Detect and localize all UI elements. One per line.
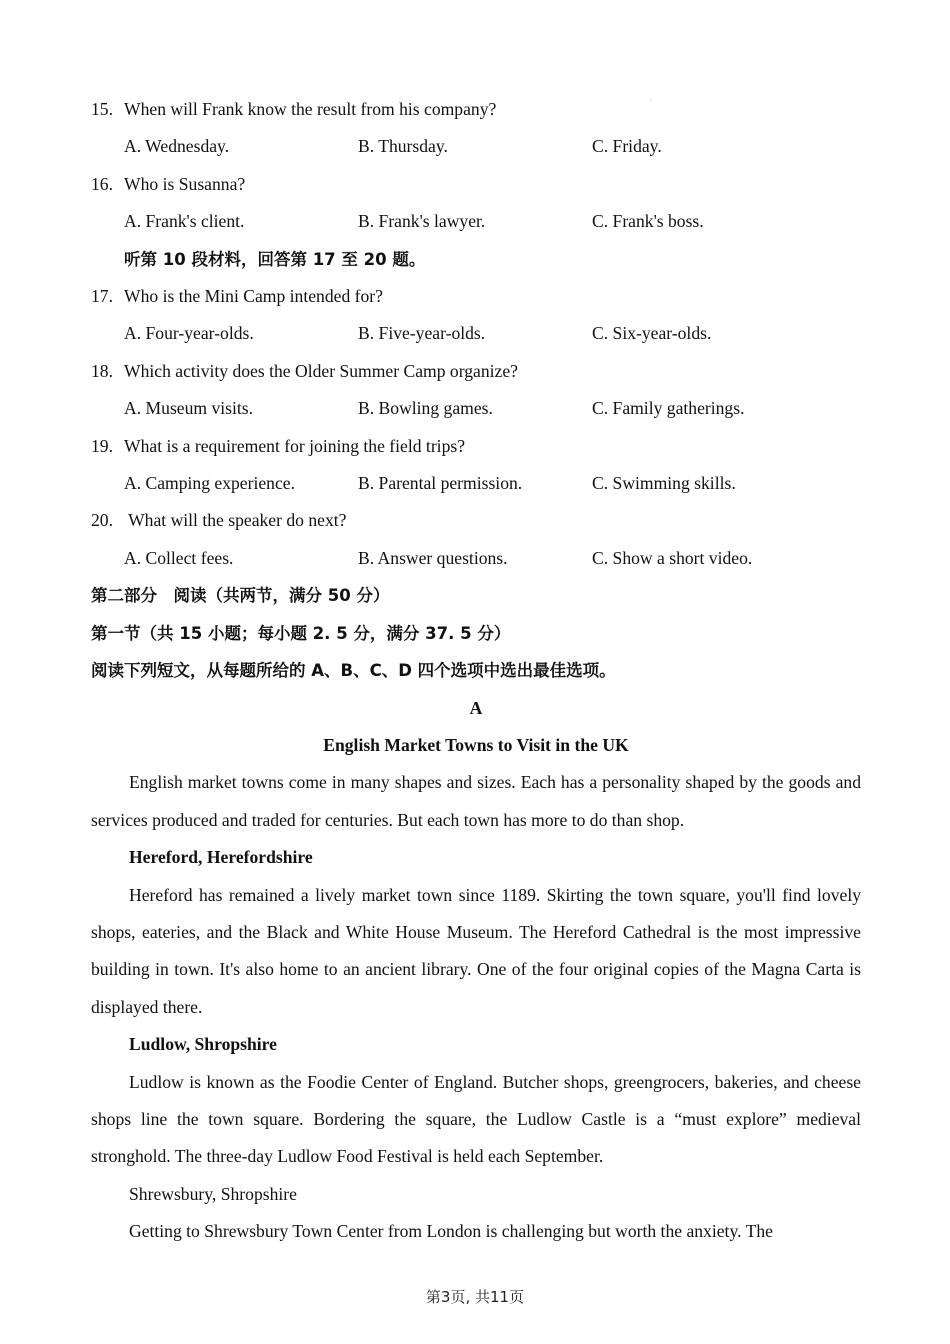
question-19	[91, 428, 861, 503]
question-number: 16.	[91, 173, 113, 194]
option-c: C. Six-year-olds.	[592, 323, 712, 344]
page-footer: 第3页, 共11页	[425, 1288, 525, 1306]
part-title: 第二部分 阅读（共两节，满分 50 分）	[91, 586, 390, 606]
question-number: 18.	[91, 360, 113, 381]
option-b: B. Parental permission.	[358, 473, 523, 494]
question-number: 17.	[91, 286, 113, 307]
option-c: C. Swimming skills.	[592, 473, 736, 494]
town-text: Hereford has remained a lively market town since 1189. Skirting the town square, you'll find lovely shops, eateries, and the Black and White House Museum. The Hereford Cathedral is the most impressive building in town. It's also home to an ancient library. One of the four original copies of the Magna Carta is displayed there.	[91, 884, 861, 1017]
option-c: C. Frank's boss.	[592, 211, 704, 232]
option-b: B. Frank's lawyer.	[358, 211, 486, 232]
passage-label: A	[469, 697, 483, 718]
question-16	[91, 166, 861, 241]
option-a: A. Museum visits.	[124, 398, 254, 419]
option-a: A. Frank's client.	[124, 211, 245, 232]
exam-page	[91, 91, 861, 1251]
question-text: What will the speaker do next?	[124, 510, 347, 531]
question-text: Who is the Mini Camp intended for?	[124, 286, 383, 307]
question-number: 19.	[91, 435, 113, 456]
option-b: B. Thursday.	[358, 136, 448, 157]
question-20	[91, 502, 861, 577]
question-number: 20.	[91, 510, 113, 531]
question-15	[91, 91, 861, 166]
option-c: C. Friday.	[592, 136, 662, 157]
town-text: Ludlow is known as the Foodie Center of England. Butcher shops, greengrocers, bakeries, and cheese shops line the town square. Bordering the square, the Ludlow Castle is a “must explore” medieval stronghold. The three-day Ludlow Food Festival is held each September.	[91, 1071, 861, 1167]
town-text: Getting to Shrewsbury Town Center from London is challenging but worth the anxiety. The	[129, 1221, 773, 1242]
option-a: A. Wednesday.	[124, 136, 230, 157]
question-text: Who is Susanna?	[124, 173, 246, 194]
instruction: 阅读下列短文，从每题所给的 A、B、C、D 四个选项中选出最佳选项。	[91, 661, 616, 681]
passage-intro: English market towns come in many shapes and sizes. Each has a personality shaped by the goods and services produced and traded for centuries. But each town has more to do than shop.	[91, 772, 861, 830]
scan-dot: ·	[650, 98, 652, 104]
option-b: B. Five-year-olds.	[358, 323, 486, 344]
question-number: 15.	[91, 99, 113, 119]
town-heading: Hereford, Herefordshire	[129, 847, 313, 868]
section-title: 第一节（共 15 小题；每小题 2. 5 分，满分 37. 5 分）	[91, 623, 511, 643]
option-a: A. Camping experience.	[124, 473, 295, 494]
town-heading: Shrewsbury, Shropshire	[129, 1183, 297, 1204]
option-a: A. Four-year-olds.	[124, 323, 254, 344]
question-18	[91, 353, 861, 428]
option-c: C. Family gatherings.	[592, 398, 745, 419]
option-c: C. Show a short video.	[592, 547, 753, 568]
passage-title: English Market Towns to Visit in the UK	[323, 734, 629, 755]
question-text: When will Frank know the result from his company?	[124, 99, 497, 119]
question-text: Which activity does the Older Summer Camp organize?	[124, 360, 518, 381]
town-heading: Ludlow, Shropshire	[129, 1034, 277, 1055]
option-b: B. Bowling games.	[358, 398, 493, 419]
material-note: 听第 10 段材料，回答第 17 至 20 题。	[124, 249, 426, 269]
question-17	[91, 278, 861, 353]
option-b: B. Answer questions.	[358, 547, 508, 568]
question-text: What is a requirement for joining the field trips?	[124, 435, 466, 456]
option-a: A. Collect fees.	[124, 547, 234, 568]
